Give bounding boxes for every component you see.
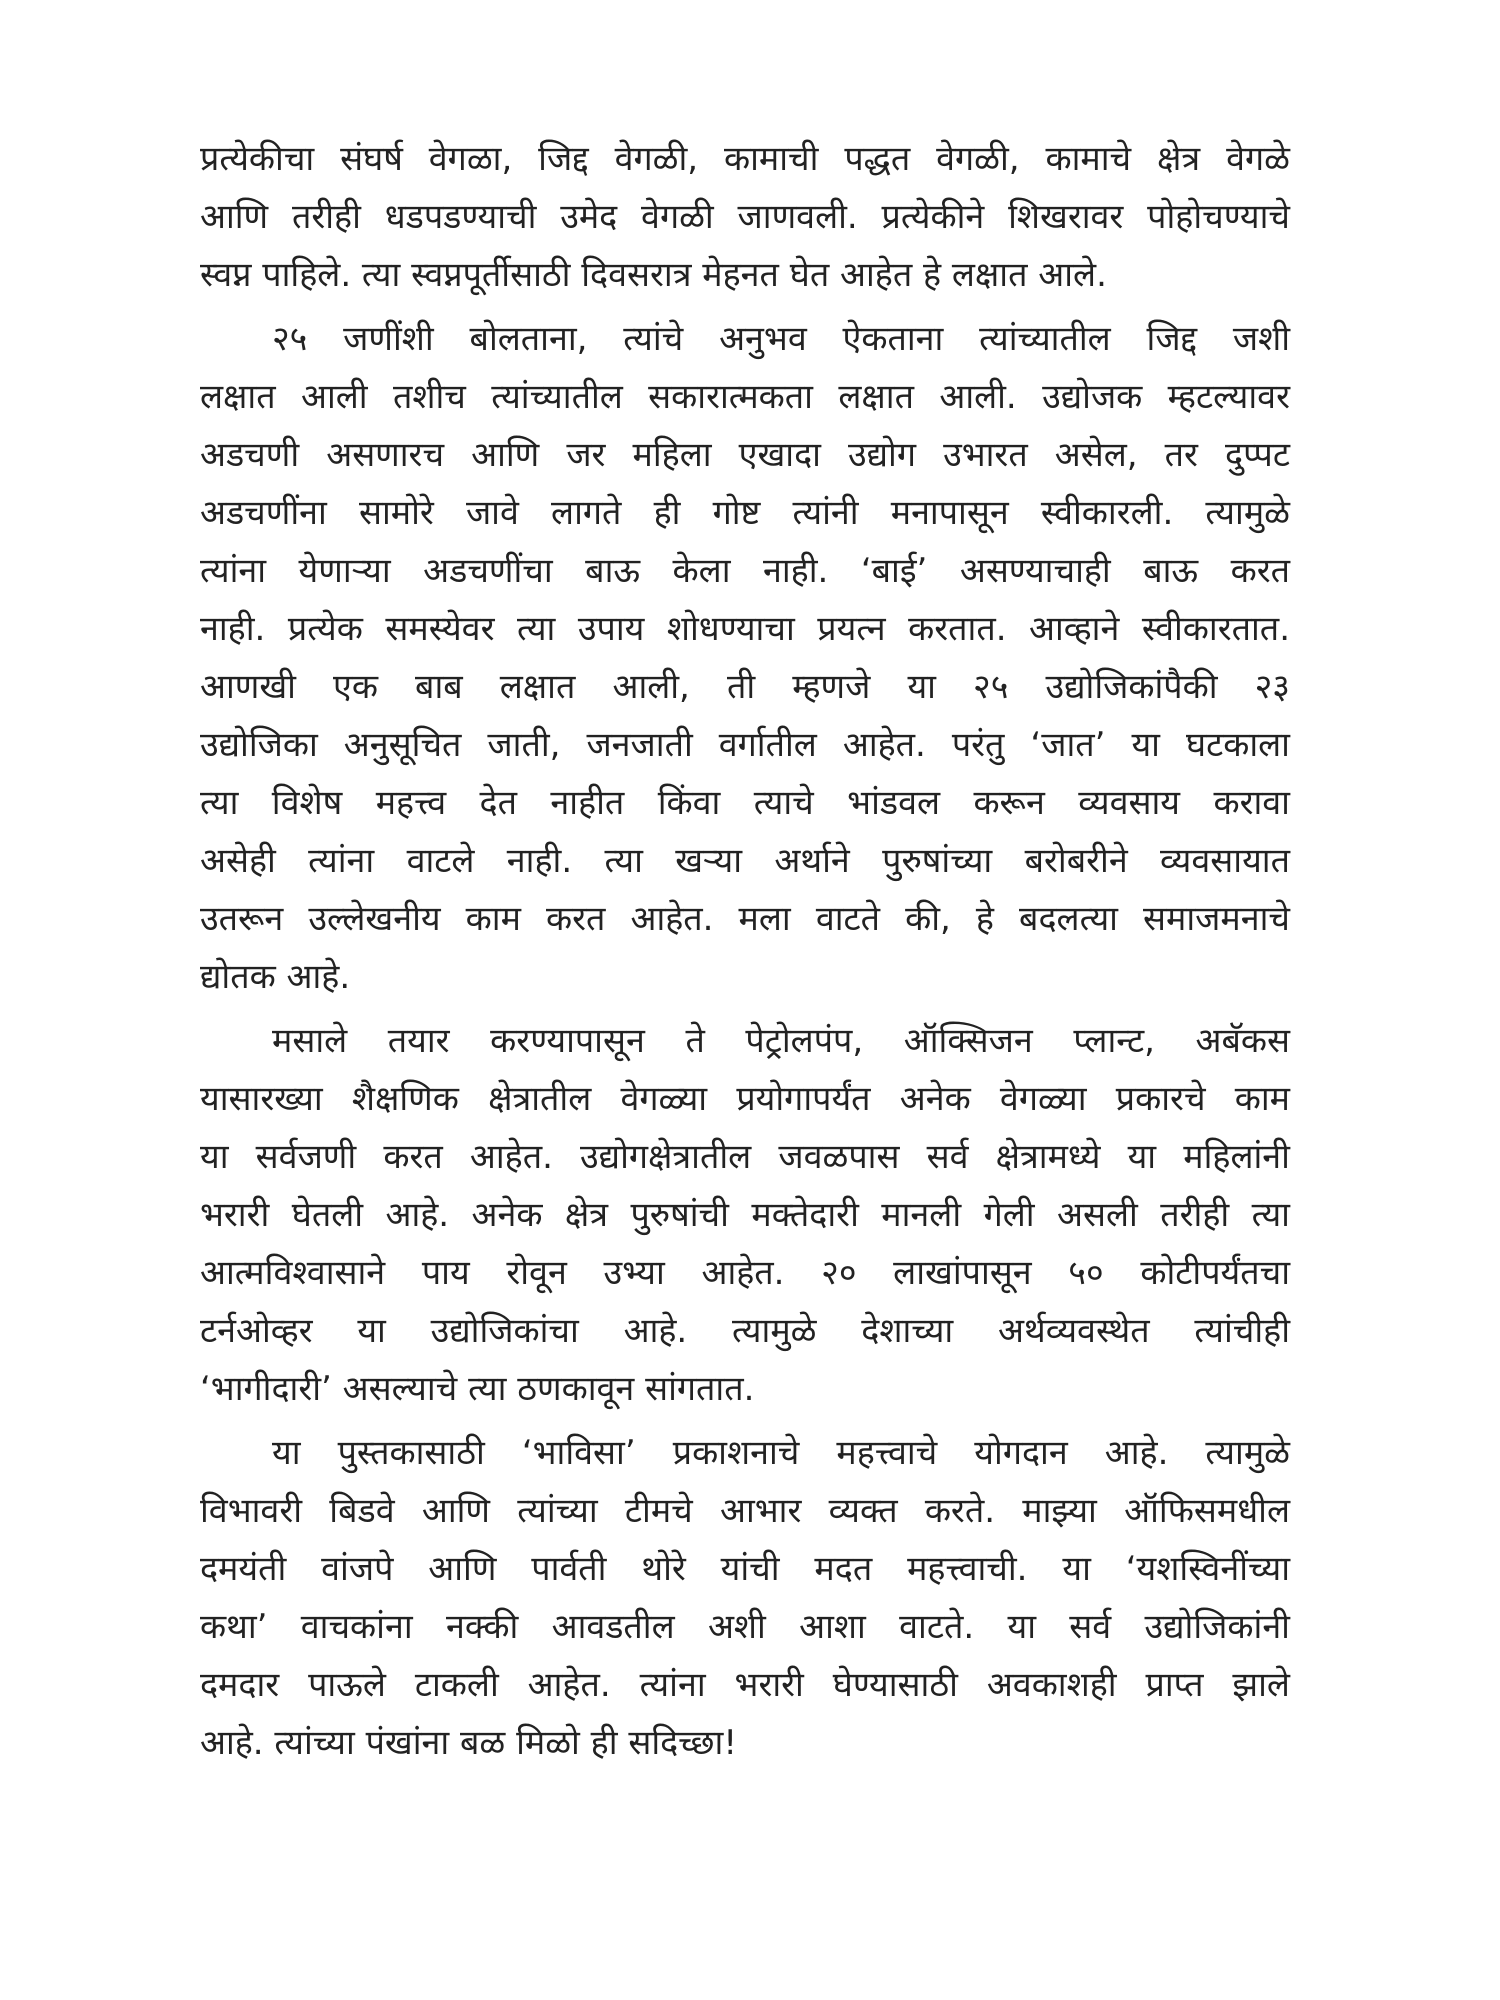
text-line: प्रत्येकीचा संघर्ष वेगळा, जिद्द वेगळी, कामाची पद्धत वेगळी, कामाचे क्षेत्र वेगळे [200,139,1290,179]
text-line: आहे. त्यांच्या पंखांना बळ मिळो ही सदिच्छा! [200,1723,737,1763]
text-line: लक्षात आली तशीच त्यांच्यातील सकारात्मकता लक्षात आली. उद्योजक म्हटल्यावर [200,377,1290,417]
text-line: उतरून उल्लेखनीय काम करत आहेत. मला वाटते की, हे बदलत्या समाजमनाचे [200,899,1290,939]
text-line: उद्योजिका अनुसूचित जाती, जनजाती वर्गातील आहेत. परंतु ‘जात’ या घटकाला [200,725,1290,765]
text-line: या सर्वजणी करत आहेत. उद्योगक्षेत्रातील जवळपास सर्व क्षेत्रामध्ये या महिलांनी [200,1137,1290,1177]
paragraph-2 [200,310,1290,1006]
text-line: दमयंती वांजपे आणि पार्वती थोरे यांची मदत महत्त्वाची. या ‘यशस्विनींच्या [200,1549,1290,1589]
text-line: टर्नओव्हर या उद्योजिकांचा आहे. त्यामुळे देशाच्या अर्थव्यवस्थेत त्यांचीही [200,1311,1290,1351]
text-line: आणि तरीही धडपडण्याची उमेद वेगळी जाणवली. प्रत्येकीने शिखरावर पोहोचण्याचे [200,197,1290,237]
document-page [200,130,1290,1778]
text-line: अडचणी असणारच आणि जर महिला एखादा उद्योग उभारत असेल, तर दुप्पट [200,435,1290,475]
text-line: दमदार पाऊले टाकली आहेत. त्यांना भरारी घेण्यासाठी अवकाशही प्राप्त झाले [200,1665,1290,1705]
text-line: अडचणींना सामोरे जावे लागते ही गोष्ट त्यांनी मनापासून स्वीकारली. त्यामुळे [200,493,1290,533]
text-line: त्या विशेष महत्त्व देत नाहीत किंवा त्याचे भांडवल करून व्यवसाय करावा [200,783,1290,823]
text-line: नाही. प्रत्येक समस्येवर त्या उपाय शोधण्याचा प्रयत्न करतात. आव्हाने स्वीकारतात. [200,609,1290,649]
text-line: आत्मविश्वासाने पाय रोवून उभ्या आहेत. २० लाखांपासून ५० कोटीपर्यंतचा [200,1253,1290,1293]
text-line: असेही त्यांना वाटले नाही. त्या खऱ्या अर्थाने पुरुषांच्या बरोबरीने व्यवसायात [200,841,1290,881]
text-line: या पुस्तकासाठी ‘भाविसा’ प्रकाशनाचे महत्त्वाचे योगदान आहे. त्यामुळे [272,1433,1290,1473]
text-line: ‘भागीदारी’ असल्याचे त्या ठणकावून सांगतात. [200,1369,755,1409]
text-line: कथा’ वाचकांना नक्की आवडतील अशी आशा वाटते. या सर्व उद्योजिकांनी [200,1607,1290,1647]
paragraph-3 [200,1012,1290,1418]
text-line: मसाले तयार करण्यापासून ते पेट्रोलपंप, ऑक्सिजन प्लान्ट, अबॅकस [272,1021,1290,1061]
text-line: आणखी एक बाब लक्षात आली, ती म्हणजे या २५ उद्योजिकांपैकी २३ [200,667,1290,707]
text-line: द्योतक आहे. [200,957,351,997]
text-line: विभावरी बिडवे आणि त्यांच्या टीमचे आभार व्यक्त करते. माझ्या ऑफिसमधील [200,1491,1290,1531]
text-line: भरारी घेतली आहे. अनेक क्षेत्र पुरुषांची मक्तेदारी मानली गेली असली तरीही त्या [200,1195,1290,1235]
paragraph-4 [200,1424,1290,1772]
text-line: यासारख्या शैक्षणिक क्षेत्रातील वेगळ्या प्रयोगापर्यंत अनेक वेगळ्या प्रकारचे काम [200,1079,1290,1119]
text-line: २५ जणींशी बोलताना, त्यांचे अनुभव ऐकताना त्यांच्यातील जिद्द जशी [272,319,1290,359]
paragraph-1 [200,130,1290,304]
text-line: स्वप्न पाहिले. त्या स्वप्नपूर्तीसाठी दिवसरात्र मेहनत घेत आहेत हे लक्षात आले. [200,255,1107,295]
text-line: त्यांना येणाऱ्या अडचणींचा बाऊ केला नाही. ‘बाई’ असण्याचाही बाऊ करत [200,551,1290,591]
